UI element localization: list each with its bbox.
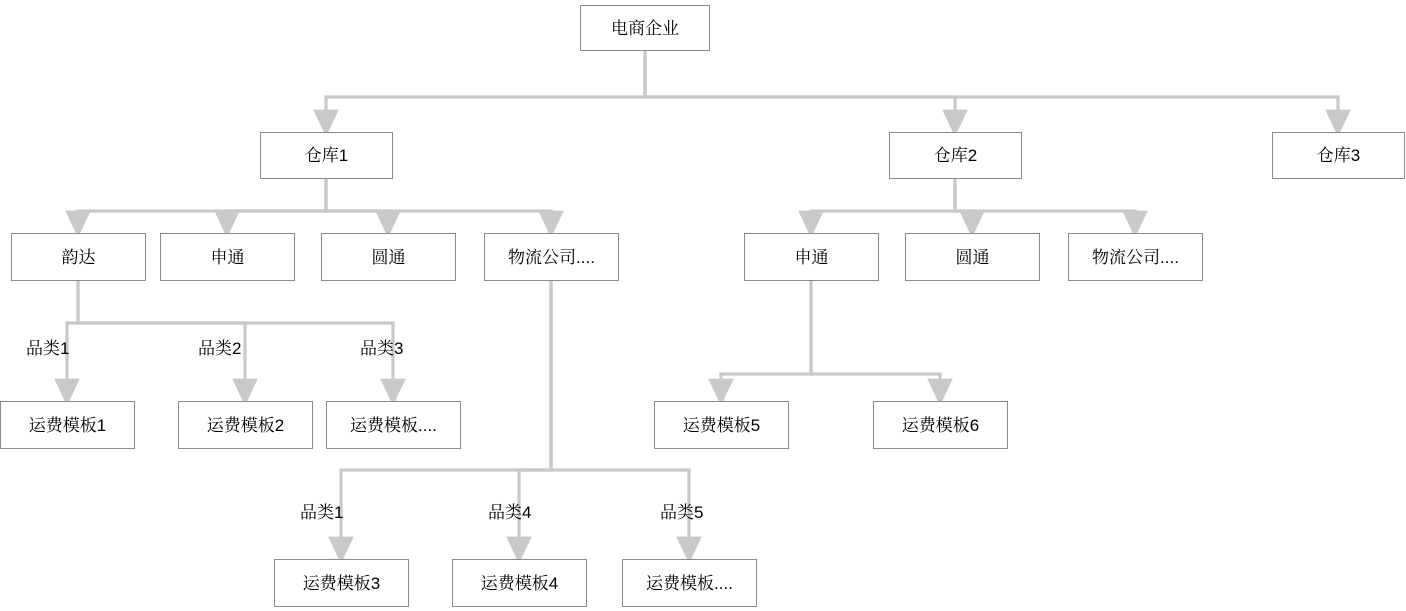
edge-label-category-3: 品类3 (360, 339, 404, 358)
node-carrier-yuantong-wh1[interactable] (321, 233, 456, 281)
node-template-3[interactable] (274, 559, 409, 607)
node-warehouse-2[interactable] (889, 132, 1022, 179)
node-template-1[interactable] (0, 401, 135, 449)
node-label: 物流公司.... (508, 247, 595, 267)
node-label: 电商企业 (611, 18, 679, 38)
node-label: 仓库1 (304, 146, 349, 165)
node-root[interactable] (580, 5, 710, 51)
node-carrier-shentong-wh2[interactable] (744, 233, 879, 281)
node-label: 圆通 (371, 247, 406, 267)
node-template-4[interactable] (452, 559, 587, 607)
node-carrier-yuantong-wh2[interactable] (905, 233, 1040, 281)
node-carrier-more-wh1[interactable] (484, 233, 619, 281)
node-label: 运费模板6 (901, 415, 980, 435)
node-template-2[interactable] (178, 401, 313, 449)
edge-label-category-5: 品类5 (660, 503, 704, 522)
edge-label-category-1-b: 品类1 (300, 503, 344, 522)
node-warehouse-3[interactable] (1272, 132, 1405, 179)
node-label: 圆通 (955, 247, 990, 267)
node-template-6[interactable] (873, 401, 1008, 449)
node-label: 运费模板.... (646, 573, 733, 593)
node-label: 运费模板4 (480, 573, 559, 593)
node-carrier-yunda[interactable] (11, 233, 146, 281)
edge-label-category-1-a: 品类1 (26, 339, 70, 358)
node-label: 运费模板5 (682, 415, 761, 435)
node-carrier-shentong-wh1[interactable] (160, 233, 295, 281)
node-label: 运费模板3 (302, 573, 381, 593)
edge-label-category-4: 品类4 (488, 503, 532, 522)
node-label: 物流公司.... (1092, 247, 1179, 267)
node-label: 申通 (210, 247, 245, 267)
node-template-5[interactable] (654, 401, 789, 449)
node-label: 运费模板1 (28, 415, 107, 435)
node-template-more-b[interactable] (622, 559, 757, 607)
node-label: 仓库3 (1316, 146, 1361, 165)
node-label: 运费模板.... (350, 415, 437, 435)
node-template-more-a[interactable] (326, 401, 461, 449)
node-label: 仓库2 (933, 146, 978, 165)
edge-label-category-2: 品类2 (198, 339, 242, 358)
node-label: 运费模板2 (206, 415, 285, 435)
node-carrier-more-wh2[interactable] (1068, 233, 1203, 281)
node-label: 申通 (794, 247, 829, 267)
node-label: 韵达 (61, 247, 96, 267)
node-warehouse-1[interactable] (260, 132, 393, 179)
